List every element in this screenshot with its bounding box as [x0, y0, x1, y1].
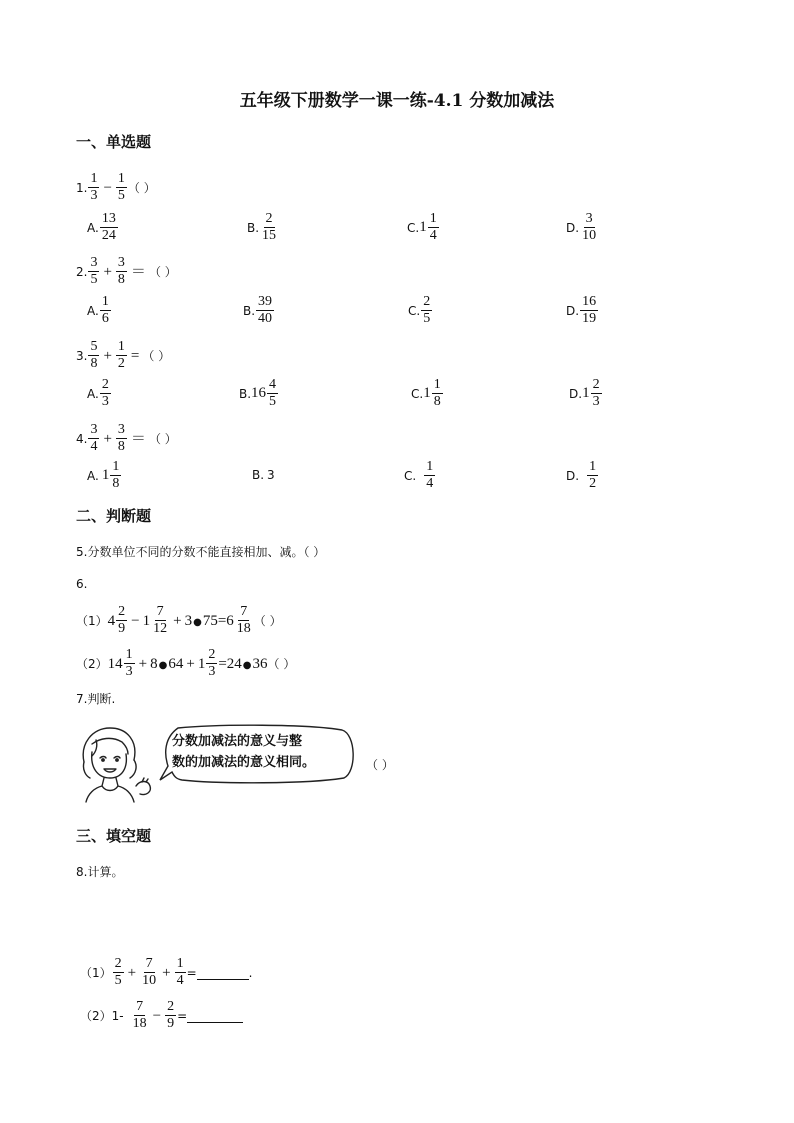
answer-blank: （ ） [127, 180, 156, 195]
option-d[interactable]: D. 1 $\frac{2}{3}$ [569, 377, 600, 409]
answer-blank: （ ） [148, 264, 177, 279]
option-c[interactable]: C. $\frac{2}{5}$ [408, 294, 431, 326]
fraction: $\frac{1}{3}$ [90, 171, 98, 203]
question-number: 1. [76, 180, 88, 195]
option-b[interactable]: B. 16 $\frac{4}{5}$ [239, 377, 277, 409]
answer-blank: （ ） [142, 348, 171, 363]
answer-blank: （ ） [253, 613, 282, 628]
speech-bubble-line-2: 数的加减法的意义相同。 [172, 755, 316, 770]
girl-illustration [76, 722, 158, 804]
answer-input[interactable] [197, 965, 249, 980]
option-d[interactable]: D. $\frac{1}{2}$ [566, 459, 597, 491]
option-a[interactable]: A. $\frac{1}{6}$ [87, 294, 109, 326]
section-heading-single-choice: 一、单选题 [76, 133, 152, 151]
question-6: 6. [76, 577, 88, 591]
question-6-part-2: （2） 14 $\frac{1}{3}$ + 8 ● 64 + 1 $\frac{2}{3}$ = 24 ● 36 （ ） [76, 647, 296, 679]
question-5: 5.分数单位不同的分数不能直接相加、减。（ ） [76, 545, 326, 559]
option-c[interactable]: C. $\frac{1}{4}$ [404, 459, 434, 491]
question-8: 8.计算。 [76, 865, 124, 879]
option-b[interactable]: B. $\frac{39}{40}$ [243, 294, 273, 326]
option-a[interactable]: A. 1 $\frac{1}{8}$ [87, 459, 120, 491]
answer-blank: （ ） [267, 656, 296, 671]
option-a[interactable]: A. $\frac{13}{24}$ [87, 211, 116, 243]
section-heading-true-false: 二、判断题 [76, 507, 152, 525]
question-3: 3. $\frac{5}{8}$ + $\frac{1}{2}$ = （ ） [76, 339, 171, 371]
question-4: 4. $\frac{3}{4}$ + $\frac{3}{8}$ ＝ （ ） [76, 422, 177, 454]
speech-bubble-line-1: 分数加减法的意义与整 [172, 734, 303, 749]
answer-input[interactable] [187, 1008, 243, 1023]
option-c[interactable]: C. 1 $\frac{1}{8}$ [411, 377, 441, 409]
question-2: 2. $\frac{3}{5}$ + $\frac{3}{8}$ ＝ （ ） [76, 255, 177, 287]
option-b[interactable]: B. $\frac{2}{15}$ [247, 211, 277, 243]
option-c[interactable]: C. 1 $\frac{1}{4}$ [407, 211, 437, 243]
option-a[interactable]: A. $\frac{2}{3}$ [87, 377, 109, 409]
option-d[interactable]: D. $\frac{3}{10}$ [566, 211, 597, 243]
question-8-part-1: （1） $\frac{2}{5}$ + $\frac{7}{10}$ + $\frac{1}{4}$ = . [80, 956, 253, 988]
option-b[interactable]: B. 3 [252, 468, 275, 482]
question-7: 7.判断. [76, 692, 116, 706]
fraction: $\frac{1}{5}$ [117, 171, 125, 203]
question-1 [76, 172, 156, 203]
option-d[interactable]: D. $\frac{16}{19}$ [566, 294, 597, 326]
question-8-part-2: （2） 1- $\frac{7}{18}$ − $\frac{2}{9}$ = [80, 1000, 243, 1031]
page-title: 五年级下册数学一课一练-4.1 分数加减法 [239, 91, 555, 111]
operator: − [103, 179, 112, 196]
answer-blank: （ ） [148, 431, 177, 446]
question-6-part-1: （1） 4 $\frac{2}{9}$ − 1 $\frac{7}{12}$ + 3 ● 75 = 6 $\frac{7}{18}$ （ ） [76, 604, 282, 636]
answer-blank: （ ） [366, 758, 394, 772]
section-heading-fill-in: 三、填空题 [76, 827, 152, 845]
